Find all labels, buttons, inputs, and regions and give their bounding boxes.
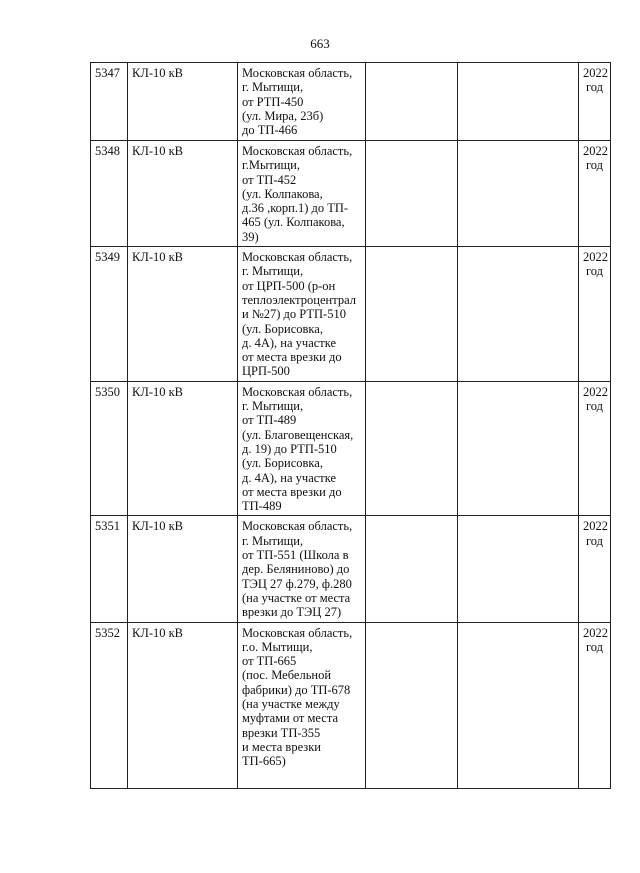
cell-number: 5352 bbox=[91, 622, 128, 788]
cell-route: Московская область, г. Мытищи, от РТП-450 (ул. Мира, 23б) до ТП-466 bbox=[238, 63, 366, 141]
cell-number: 5347 bbox=[91, 63, 128, 141]
cell-empty-5 bbox=[458, 516, 579, 622]
cell-empty-4 bbox=[366, 63, 458, 141]
cell-number: 5348 bbox=[91, 141, 128, 247]
table-row bbox=[91, 516, 611, 622]
cell-empty-5 bbox=[458, 247, 579, 382]
cell-empty-5 bbox=[458, 141, 579, 247]
cell-empty-4 bbox=[366, 622, 458, 788]
page-number: 663 bbox=[310, 36, 330, 51]
table-row bbox=[91, 63, 611, 141]
cell-empty-4 bbox=[366, 247, 458, 382]
cell-route: Московская область, г.Мытищи, от ТП-452 (ул. Колпакова, д.36 ,корп.1) до ТП- 465 (ул. Колпакова, 39) bbox=[238, 141, 366, 247]
cell-empty-4 bbox=[366, 141, 458, 247]
table-row bbox=[91, 247, 611, 382]
cell-year: 2022 год bbox=[579, 381, 611, 516]
cell-empty-5 bbox=[458, 381, 579, 516]
cell-line-type: КЛ-10 кВ bbox=[128, 381, 238, 516]
cell-number: 5349 bbox=[91, 247, 128, 382]
cell-empty-5 bbox=[458, 622, 579, 788]
registry-table bbox=[90, 62, 611, 789]
table-row bbox=[91, 622, 611, 788]
cell-number: 5350 bbox=[91, 381, 128, 516]
cell-line-type: КЛ-10 кВ bbox=[128, 516, 238, 622]
cell-year: 2022 год bbox=[579, 247, 611, 382]
cell-route: Московская область, г. Мытищи, от ТП-551 (Школа в дер. Беляниново) до ТЭЦ 27 ф.279, ф.280 (на участке от места врезки до ТЭЦ 27) bbox=[238, 516, 366, 622]
cell-route: Московская область, г. Мытищи, от ЦРП-500 (р-он теплоэлектроцентрал и №27) до РТП-510 (ул. Борисовка, д. 4А), на участке от места врезки до ЦРП-500 bbox=[238, 247, 366, 382]
cell-line-type: КЛ-10 кВ bbox=[128, 63, 238, 141]
table-row bbox=[91, 141, 611, 247]
cell-line-type: КЛ-10 кВ bbox=[128, 622, 238, 788]
cell-empty-4 bbox=[366, 516, 458, 622]
cell-line-type: КЛ-10 кВ bbox=[128, 247, 238, 382]
cell-empty-5 bbox=[458, 63, 579, 141]
cell-year: 2022 год bbox=[579, 141, 611, 247]
cell-empty-4 bbox=[366, 381, 458, 516]
cell-number: 5351 bbox=[91, 516, 128, 622]
cell-year: 2022 год bbox=[579, 622, 611, 788]
cell-route: Московская область, г.о. Мытищи, от ТП-665 (пос. Мебельной фабрики) до ТП-678 (на участке между муфтами от места врезки ТП-355 и места врезки ТП-665) bbox=[238, 622, 366, 788]
cell-year: 2022 год bbox=[579, 63, 611, 141]
cell-year: 2022 год bbox=[579, 516, 611, 622]
cell-route: Московская область, г. Мытищи, от ТП-489 (ул. Благовещенская, д. 19) до РТП-510 (ул. Борисовка, д. 4А), на участке от места врезки до ТП-489 bbox=[238, 381, 366, 516]
cell-line-type: КЛ-10 кВ bbox=[128, 141, 238, 247]
table-row bbox=[91, 381, 611, 516]
